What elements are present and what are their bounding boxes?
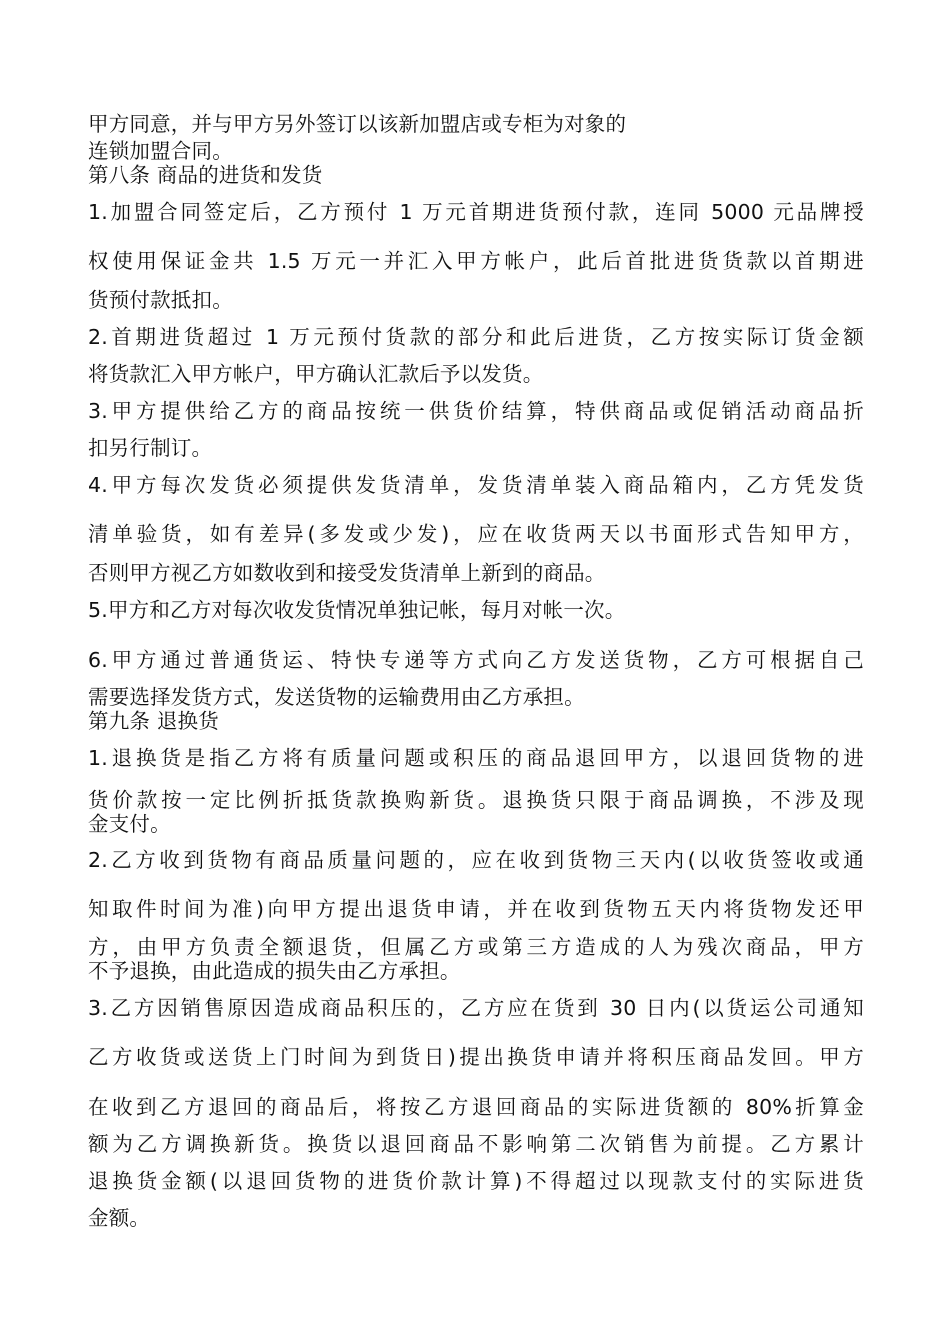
text-line: 3.乙方因销售原因造成商品积压的，乙方应在货到 30 日内(以货运公司通知	[88, 996, 864, 1020]
text-line: 知取件时间为准)向甲方提出退货申请，并在收到货物五天内将货物发还甲	[88, 897, 864, 921]
text-line: 额为乙方调换新货。换货以退回商品不影响第二次销售为前提。乙方累计	[88, 1132, 864, 1156]
text-line: 连锁加盟合同。	[88, 139, 233, 163]
text-line: 金支付。	[88, 812, 171, 836]
text-line: 退换货金额(以退回货物的进货价款计算)不得超过以现款支付的实际进货	[88, 1169, 864, 1193]
text-line: 方，由甲方负责全额退货，但属乙方或第三方造成的人为残次商品，甲方	[88, 935, 864, 959]
section-heading: 第九条 退换货	[88, 709, 219, 733]
text-line: 权使用保证金共 1.5 万元一并汇入甲方帐户，此后首批进货货款以首期进	[88, 249, 864, 273]
text-line: 货预付款抵扣。	[88, 288, 233, 312]
text-line: 扣另行制订。	[88, 436, 213, 460]
text-line: 甲方同意，并与甲方另外签订以该新加盟店或专柜为对象的	[88, 112, 627, 136]
text-line: 货价款按一定比例折抵货款换购新货。退换货只限于商品调换，不涉及现	[88, 788, 864, 812]
text-line: 不予退换，由此造成的损失由乙方承担。	[88, 959, 461, 983]
text-line: 1.退换货是指乙方将有质量问题或积压的商品退回甲方，以退回货物的进	[88, 746, 864, 770]
text-line: 1.加盟合同签定后，乙方预付 1 万元首期进货预付款，连同 5000 元品牌授	[88, 200, 864, 224]
text-line: 金额。	[88, 1206, 151, 1230]
text-line: 将货款汇入甲方帐户，甲方确认汇款后予以发货。	[88, 362, 544, 386]
text-line: 需要选择发货方式，发送货物的运输费用由乙方承担。	[88, 685, 585, 709]
text-line: 5.甲方和乙方对每次收发货情况单独记帐，每月对帐一次。	[88, 598, 626, 622]
text-line: 否则甲方视乙方如数收到和接受发货清单上新到的商品。	[88, 561, 606, 585]
text-line: 4.甲方每次发货必须提供发货清单，发货清单装入商品箱内，乙方凭发货	[88, 473, 864, 497]
text-line: 6.甲方通过普通货运、特快专递等方式向乙方发送货物，乙方可根据自己	[88, 648, 864, 672]
text-line: 乙方收货或送货上门时间为到货日)提出换货申请并将积压商品发回。甲方	[88, 1045, 864, 1069]
section-heading: 第八条 商品的进货和发货	[88, 163, 323, 187]
text-line: 3.甲方提供给乙方的商品按统一供货价结算，特供商品或促销活动商品折	[88, 399, 864, 423]
text-line: 在收到乙方退回的商品后，将按乙方退回商品的实际进货额的 80%折算金	[88, 1095, 864, 1119]
text-line: 2.首期进货超过 1 万元预付货款的部分和此后进货，乙方按实际订货金额	[88, 325, 864, 349]
text-line: 清单验货，如有差异(多发或少发)，应在收货两天以书面形式告知甲方，	[88, 522, 864, 546]
text-line: 2.乙方收到货物有商品质量问题的，应在收到货物三天内(以收货签收或通	[88, 848, 864, 872]
